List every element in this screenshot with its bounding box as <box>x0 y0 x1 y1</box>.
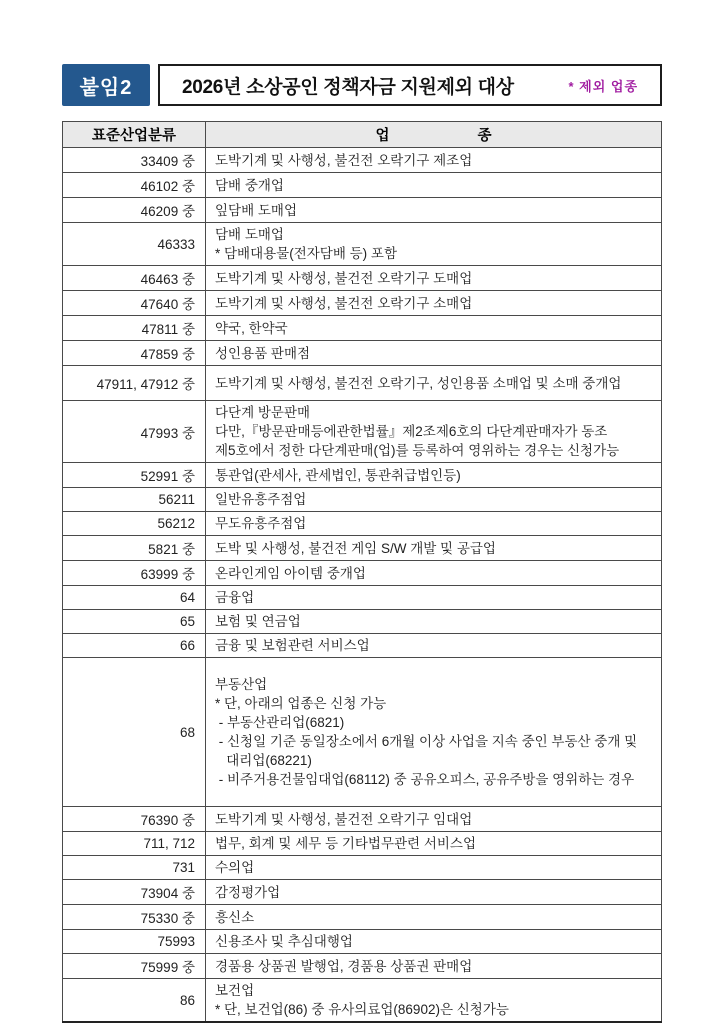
industry-code-cell: 63999 중 <box>63 561 206 586</box>
industry-desc-cell <box>206 266 662 291</box>
industry-code-cell: 47859 중 <box>63 341 206 366</box>
industry-desc-line: 다만,『방문판매등에관한법률』제2조제6호의 다단계판매자가 동조 <box>215 424 608 439</box>
table-row <box>63 291 662 316</box>
industry-desc-cell <box>206 856 662 880</box>
industry-desc-line: 성인용품 판매점 <box>215 345 311 361</box>
industry-code-cell: 46209 중 <box>63 198 206 223</box>
industry-code-cell: 47811 중 <box>63 316 206 341</box>
table-row <box>63 536 662 561</box>
industry-code-cell: 52991 중 <box>63 463 206 488</box>
industry-desc-line: 통관업(관세사, 관세법인, 통관취급법인등) <box>215 467 461 483</box>
industry-desc-line: 감정평가업 <box>215 884 281 900</box>
excluded-industries-note: * 제외 업종 <box>568 78 638 94</box>
industry-desc-line: 담배 중개업 <box>215 177 284 193</box>
industry-desc-cell <box>206 488 662 512</box>
table-row <box>63 148 662 173</box>
column-header-industry-code: 표준산업분류 <box>63 122 206 148</box>
industry-code-cell: 731 <box>63 856 206 880</box>
industry-desc-cell <box>206 930 662 954</box>
industry-desc-cell <box>206 291 662 316</box>
industry-desc-cell <box>206 610 662 634</box>
industry-desc-cell <box>206 586 662 610</box>
attachment-badge: 붙임2 <box>62 64 150 106</box>
table-row <box>63 266 662 291</box>
industry-desc-line: 수의업 <box>215 860 255 875</box>
table-row <box>63 807 662 832</box>
industry-desc-line: 잎담배 도매업 <box>215 202 297 218</box>
industry-desc-line: 경품용 상품권 발행업, 경품용 상품권 판매업 <box>215 958 473 974</box>
table-row <box>63 954 662 979</box>
table-row <box>63 930 662 954</box>
industry-desc-cell <box>206 561 662 586</box>
industry-desc-cell <box>206 341 662 366</box>
industry-code-cell: 47640 중 <box>63 291 206 316</box>
industry-code-cell: 76390 중 <box>63 807 206 832</box>
industry-desc-line: 부동산업 <box>215 677 268 692</box>
industry-desc-line: 금융 및 보험관련 서비스업 <box>215 638 370 653</box>
industry-desc-line: * 담배대용물(전자담배 등) 포함 <box>215 246 397 261</box>
industry-desc-line: 도박기계 및 사행성, 불건전 오락기구 소매업 <box>215 295 473 311</box>
industry-desc-cell <box>206 401 662 463</box>
table-row <box>63 856 662 880</box>
table-row <box>63 198 662 223</box>
industry-code-cell: 5821 중 <box>63 536 206 561</box>
table-body <box>63 148 662 1023</box>
industry-desc-cell <box>206 536 662 561</box>
industry-desc-line: - 부동산관리업(6821) <box>215 715 345 730</box>
industry-code-cell: 64 <box>63 586 206 610</box>
industry-code-cell: 711, 712 <box>63 832 206 856</box>
industry-desc-line: 신용조사 및 추심대행업 <box>215 934 353 949</box>
industry-desc-line: - 비주거용건물임대업(68112) 중 공유오피스, 공유주방을 영위하는 경우 <box>215 772 635 787</box>
industry-code-cell: 47911, 47912 중 <box>63 366 206 401</box>
industry-desc-line: 보험 및 연금업 <box>215 614 301 629</box>
industry-desc-line: - 신청일 기준 동일장소에서 6개월 이상 사업을 지속 중인 부동산 중개 및 <box>215 734 638 749</box>
industry-desc-cell <box>206 807 662 832</box>
industry-desc-line: * 단, 보건업(86) 중 유사의료업(86902)은 신청가능 <box>215 1002 509 1017</box>
industry-desc-cell <box>206 198 662 223</box>
industry-desc-line: 금융업 <box>215 590 255 605</box>
industry-code-cell: 68 <box>63 658 206 807</box>
industry-desc-cell <box>206 512 662 536</box>
industry-desc-line: 보건업 <box>215 983 255 998</box>
table-row <box>63 512 662 536</box>
table-row <box>63 341 662 366</box>
industry-desc-line: 제5호에서 정한 다단계판매(업)를 등록하여 영위하는 경우는 신청가능 <box>215 443 620 458</box>
industry-desc-line: 온라인게임 아이템 중개업 <box>215 565 366 581</box>
industry-desc-line: 일반유흥주점업 <box>215 492 307 507</box>
industry-desc-cell <box>206 223 662 266</box>
industry-desc-cell <box>206 832 662 856</box>
industry-desc-cell <box>206 658 662 807</box>
table-header-row <box>63 122 662 148</box>
industry-desc-line: 도박기계 및 사행성, 불건전 오락기구, 성인용품 소매업 및 소매 중개업 <box>215 375 622 391</box>
industry-code-cell: 75330 중 <box>63 905 206 930</box>
industry-desc-cell <box>206 880 662 905</box>
table-row <box>63 905 662 930</box>
table-row <box>63 366 662 401</box>
industry-desc-line: 법무, 회계 및 세무 등 기타법무관련 서비스업 <box>215 836 476 851</box>
industry-desc-cell <box>206 366 662 401</box>
table-row <box>63 610 662 634</box>
page-title: 2026년 소상공인 정책자금 지원제외 대상 <box>182 76 514 98</box>
table-row <box>63 316 662 341</box>
table-row <box>63 634 662 658</box>
table-row <box>63 488 662 512</box>
industry-desc-line: 도박기계 및 사행성, 불건전 오락기구 도매업 <box>215 270 473 286</box>
industry-code-cell: 56211 <box>63 488 206 512</box>
column-header-industry-type: 업 종 <box>206 122 662 148</box>
industry-code-cell: 75993 <box>63 930 206 954</box>
table-row <box>63 586 662 610</box>
industry-code-cell: 73904 중 <box>63 880 206 905</box>
industry-desc-line: 도박기계 및 사행성, 불건전 오락기구 임대업 <box>215 811 473 827</box>
industry-desc-line: 다단계 방문판매 <box>215 405 311 420</box>
industry-code-cell: 46102 중 <box>63 173 206 198</box>
industry-desc-line: 대리업(68221) <box>215 753 312 768</box>
industry-desc-cell <box>206 316 662 341</box>
industry-desc-cell <box>206 634 662 658</box>
industry-code-cell: 46463 중 <box>63 266 206 291</box>
document-header <box>62 64 662 106</box>
industry-desc-cell <box>206 148 662 173</box>
exclusion-table <box>62 121 662 1023</box>
industry-code-cell: 65 <box>63 610 206 634</box>
table-row <box>63 880 662 905</box>
industry-desc-line: 흥신소 <box>215 909 255 925</box>
table-row <box>63 979 662 1023</box>
industry-code-cell: 47993 중 <box>63 401 206 463</box>
table-row <box>63 173 662 198</box>
industry-desc-line: 무도유흥주점업 <box>215 516 307 531</box>
industry-desc-line: 담배 도매업 <box>215 227 284 242</box>
industry-desc-line: 도박 및 사행성, 불건전 게임 S/W 개발 및 공급업 <box>215 540 496 556</box>
table-row <box>63 223 662 266</box>
industry-desc-cell <box>206 463 662 488</box>
industry-code-cell: 66 <box>63 634 206 658</box>
table-row <box>63 401 662 463</box>
industry-code-cell: 75999 중 <box>63 954 206 979</box>
industry-desc-line: 도박기계 및 사행성, 불건전 오락기구 제조업 <box>215 152 473 168</box>
industry-code-cell: 86 <box>63 979 206 1023</box>
title-box <box>158 64 662 106</box>
table-row <box>63 658 662 807</box>
table-row <box>63 561 662 586</box>
industry-desc-cell <box>206 954 662 979</box>
table-row <box>63 832 662 856</box>
industry-desc-line: * 단, 아래의 업종은 신청 가능 <box>215 696 387 711</box>
industry-code-cell: 46333 <box>63 223 206 266</box>
industry-code-cell: 33409 중 <box>63 148 206 173</box>
industry-desc-cell <box>206 905 662 930</box>
industry-code-cell: 56212 <box>63 512 206 536</box>
industry-desc-cell <box>206 173 662 198</box>
industry-desc-cell <box>206 979 662 1023</box>
table-row <box>63 463 662 488</box>
industry-desc-line: 약국, 한약국 <box>215 320 288 336</box>
